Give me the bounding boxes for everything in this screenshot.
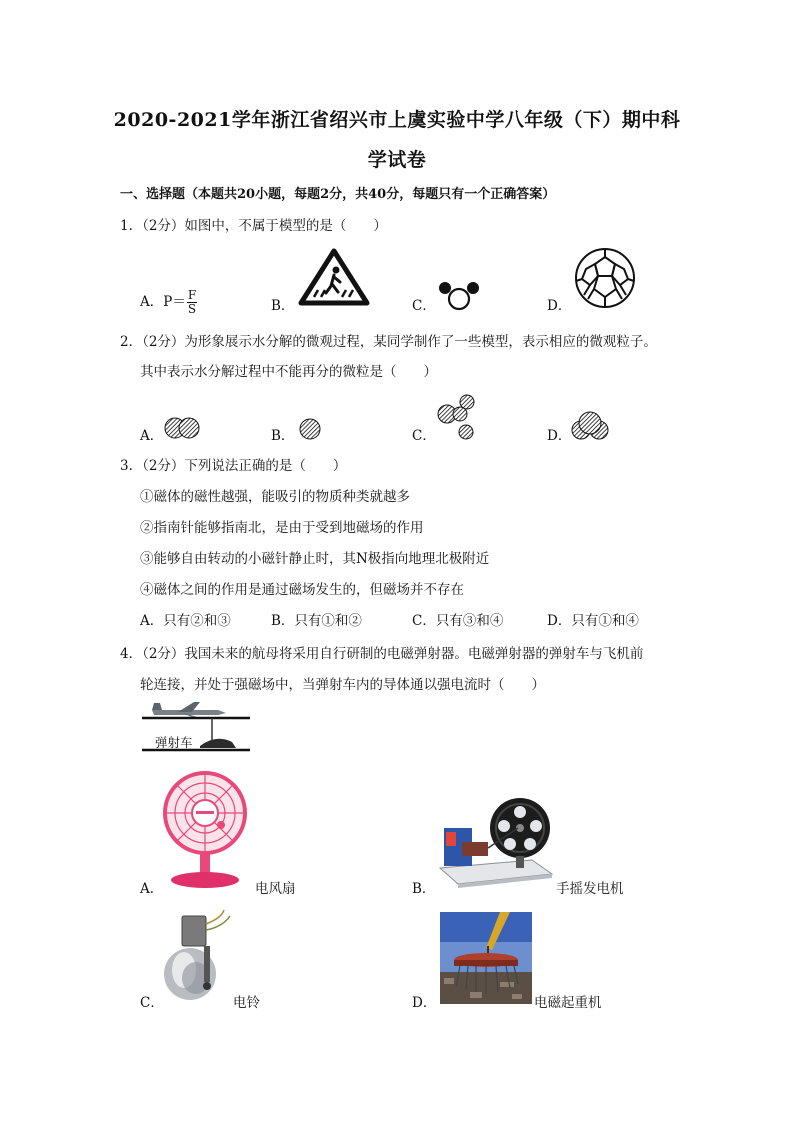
single-atom-icon: [297, 418, 323, 440]
q4-stem-line2: 轮连接，并处于强磁场中，当弹射车内的导体通以强电流时（ ）: [140, 677, 545, 693]
q4-option-d-label: 电磁起重机: [534, 995, 602, 1011]
separated-atoms-icon: [434, 394, 478, 442]
q4-stem-line1: 4．（2分）我国未来的航母将采用自行研制的电磁弹射器。电磁弹射器的弹射车与飞机前: [120, 646, 644, 662]
q4-option-b-label: 手摇发电机: [556, 881, 624, 897]
formula-denominator: S: [187, 302, 197, 316]
fullerene-molecule-icon: [572, 245, 638, 311]
diatomic-molecule-icon: [162, 416, 202, 440]
electric-fan-icon: [162, 770, 248, 892]
q3-statement-1: ①磁体的磁性越强，能吸引的物质种类就越多: [140, 489, 410, 505]
mickey-mouse-silhouette-icon: [436, 280, 482, 312]
pedestrian-crossing-sign-icon: [298, 248, 370, 306]
airplane-icon: [152, 702, 226, 717]
q4-option-a-label: 电风扇: [255, 881, 296, 897]
formula-numerator: F: [187, 288, 197, 302]
q1-option-c: C．: [412, 298, 436, 314]
q4-option-c-label: 电铃: [233, 995, 260, 1011]
q1-stem: 1．（2分）如图中，不属于模型的是（ ）: [120, 218, 387, 234]
q2-option-a: A．: [140, 428, 164, 444]
water-molecule-icon: [570, 410, 610, 442]
q1-option-a-prefix: A．P＝: [140, 294, 186, 310]
q3-option-a: A．只有②和③: [140, 613, 231, 629]
q4-option-a: A．: [140, 881, 164, 897]
q4-option-c: C．: [140, 995, 164, 1011]
q3-statement-2: ②指南针能够指南北，是由于受到地磁场的作用: [140, 520, 424, 536]
q4-option-b: B．: [412, 881, 436, 897]
hand-crank-generator-icon: [436, 788, 556, 894]
q1-option-b: B．: [271, 298, 295, 314]
q3-option-c: C．只有③和④: [412, 613, 504, 629]
electromagnetic-crane-photo: [440, 912, 532, 1004]
q2-option-d: D．: [547, 428, 572, 444]
q2-stem-line2: 其中表示水分解过程中不能再分的微粒是（ ）: [140, 364, 437, 380]
q2-stem-line1: 2．（2分）为形象展示水分解的微观过程，某同学制作了一些模型，表示相应的微观粒子。: [120, 334, 657, 350]
q2-option-c: C．: [412, 428, 436, 444]
q1-option-a: [140, 289, 197, 316]
q3-option-b: B．只有①和②: [271, 613, 362, 629]
exam-title-line2: 学试卷: [367, 149, 427, 171]
q3-statement-3: ③能够自由转动的小磁针静止时，其N极指向地理北极附近: [140, 551, 490, 567]
q4-option-d: D．: [412, 995, 437, 1011]
catapult-car-label: 弹射车: [155, 736, 193, 750]
q2-option-b: B．: [271, 428, 295, 444]
q1-option-d: D．: [547, 298, 572, 314]
pressure-formula: [187, 289, 197, 316]
q3-statement-4: ④磁体之间的作用是通过磁场发生的，但磁场并不存在: [140, 582, 464, 598]
exam-title-line1: 2020-2021学年浙江省绍兴市上虞实验中学八年级（下）期中科: [113, 109, 681, 131]
section-heading: 一、选择题（本题共20小题，每题2分，共40分，每题只有一个正确答案）: [120, 187, 556, 202]
electric-bell-icon: [160, 910, 234, 1004]
q3-stem: 3．（2分）下列说法正确的是（ ）: [120, 458, 347, 474]
q3-option-d: D．只有①和④: [547, 613, 639, 629]
